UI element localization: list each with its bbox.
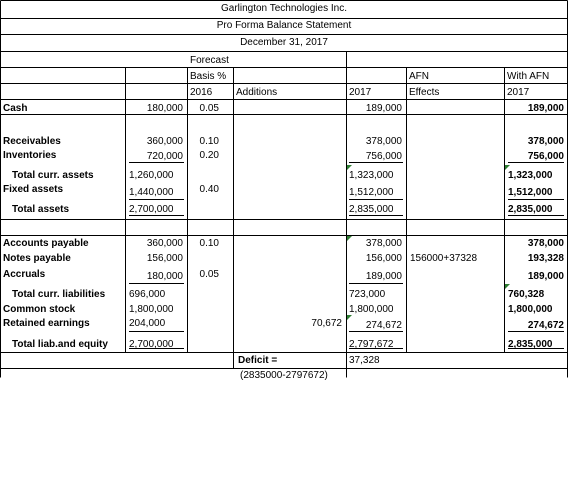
- value-2016: 156,000: [146, 253, 183, 264]
- value-with-afn: 760,328: [508, 289, 545, 300]
- value-2017: 756,000: [365, 151, 402, 162]
- value-2016: 696,000: [129, 289, 166, 300]
- company-name: Garlington Technologies Inc.: [220, 3, 347, 14]
- row-label: Accounts payable: [3, 238, 89, 249]
- additions-header: Additions: [236, 87, 278, 98]
- value-2016: 360,000: [146, 136, 183, 147]
- value-2016: 720,000: [146, 151, 183, 162]
- basis-pct: 0.10: [199, 136, 219, 147]
- value-with-afn: 189,000: [527, 271, 564, 282]
- afn-effects-header: Effects: [409, 87, 440, 98]
- afn-header: AFN: [409, 71, 429, 82]
- value-with-afn: 189,000: [527, 103, 564, 114]
- value-2016: 2,700,000: [129, 339, 174, 350]
- value-2016: 1,440,000: [129, 187, 174, 198]
- value-2016: 360,000: [146, 238, 183, 249]
- row-label: Accruals: [3, 269, 46, 280]
- row-label: Total assets: [12, 204, 70, 215]
- value-2017: 2,835,000: [349, 204, 394, 215]
- deficit-formula: (2835000-2797672): [240, 370, 328, 381]
- value-2016: 2,700,000: [129, 204, 174, 215]
- basis-pct: 0.10: [199, 238, 219, 249]
- value-2017: 1,323,000: [349, 170, 394, 181]
- value-2017: 189,000: [365, 103, 402, 114]
- value-with-afn: 1,323,000: [508, 170, 553, 181]
- value-2016: 204,000: [129, 318, 166, 329]
- cell-indicator-icon: [347, 165, 352, 170]
- value-2016: 1,260,000: [129, 170, 174, 181]
- value-2017: 156,000: [365, 253, 402, 264]
- value-2017: 1,512,000: [349, 187, 394, 198]
- value-2016: 180,000: [146, 271, 183, 282]
- row-label: Total liab.and equity: [12, 339, 108, 350]
- value-2016: 180,000: [146, 103, 183, 114]
- row-label: Fixed assets: [3, 184, 64, 195]
- value-2016: 1,800,000: [129, 304, 174, 315]
- row-label: Cash: [3, 103, 28, 114]
- additions-value: 70,672: [311, 318, 342, 329]
- value-2017: 723,000: [349, 289, 386, 300]
- cell-indicator-icon: [347, 315, 352, 320]
- cell-indicator-icon: [505, 284, 510, 289]
- basis-pct: 0.40: [199, 184, 219, 195]
- value-with-afn: 274,672: [527, 320, 564, 331]
- value-with-afn: 378,000: [527, 238, 564, 249]
- row-label: Inventories: [3, 150, 57, 161]
- row-label: Common stock: [3, 304, 76, 315]
- value-with-afn: 756,000: [527, 151, 564, 162]
- basis-pct: 0.20: [199, 150, 219, 161]
- forecast-header: Forecast: [190, 55, 229, 66]
- row-label: Total curr. liabilities: [12, 289, 106, 300]
- afn-effect-formula: 156000+37328: [410, 253, 478, 264]
- basis-pct: 0.05: [199, 269, 219, 280]
- statement-date: December 31, 2017: [240, 37, 328, 48]
- value-with-afn: 378,000: [527, 136, 564, 147]
- value-2017: 189,000: [365, 271, 402, 282]
- with-afn-year-header: 2017: [507, 87, 530, 98]
- basis-header: Basis %: [190, 71, 227, 82]
- value-2017: 378,000: [365, 238, 402, 249]
- value-2017: 378,000: [365, 136, 402, 147]
- value-with-afn: 1,800,000: [508, 304, 553, 315]
- year2017-header: 2017: [349, 87, 372, 98]
- statement-title: Pro Forma Balance Statement: [216, 20, 352, 31]
- row-label: Total curr. assets: [12, 170, 94, 181]
- year2016-header: 2016: [190, 87, 213, 98]
- value-with-afn: 193,328: [527, 253, 564, 264]
- basis-pct: 0.05: [199, 103, 219, 114]
- value-with-afn: 2,835,000: [508, 204, 553, 215]
- value-with-afn: 1,512,000: [508, 187, 553, 198]
- row-label: Notes payable: [3, 253, 71, 264]
- deficit-label: Deficit =: [238, 355, 278, 366]
- row-label: Receivables: [3, 136, 61, 147]
- with-afn-header: With AFN: [507, 71, 550, 82]
- cell-indicator-icon: [505, 165, 510, 170]
- deficit-value: 37,328: [349, 355, 380, 366]
- cell-indicator-icon: [347, 236, 352, 241]
- value-2017: 1,800,000: [349, 304, 394, 315]
- value-2017: 274,672: [365, 320, 402, 331]
- value-2017: 2,797,672: [349, 339, 394, 350]
- row-label: Retained earnings: [3, 318, 90, 329]
- value-with-afn: 2,835,000: [508, 339, 553, 350]
